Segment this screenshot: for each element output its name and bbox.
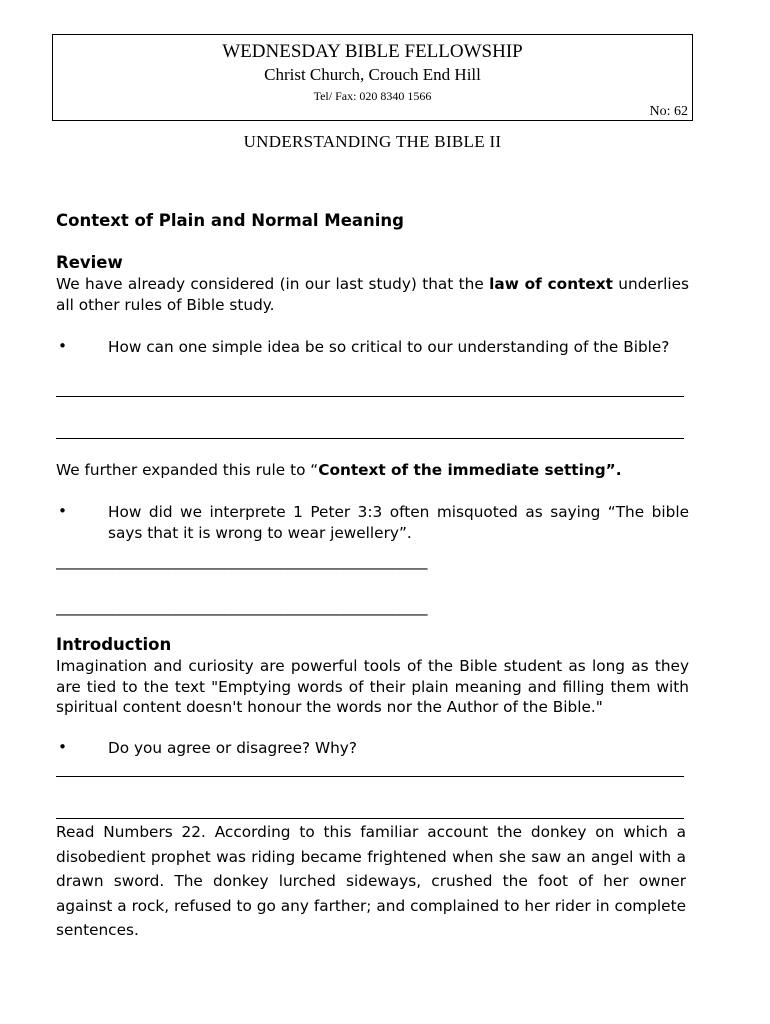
fellowship-title: WEDNESDAY BIBLE FELLOWSHIP xyxy=(222,41,523,62)
document-title: UNDERSTANDING THE BIBLE II xyxy=(243,132,502,151)
expanded-paragraph: We further expanded this rule to “Context of the immediate setting”. xyxy=(56,461,622,479)
bullet-icon: • xyxy=(58,502,68,520)
bullet-icon: • xyxy=(58,337,68,355)
header-box xyxy=(52,34,693,121)
answer-line xyxy=(56,438,684,439)
introduction-question: Do you agree or disagree? Why? xyxy=(108,739,357,757)
introduction-paragraph: Imagination and curiosity are powerful tools of the Bible student as long as they are tied to the text "Emptying words of their plain meaning and filling them with spiritual content doesn't honour the words nor the Author of the Bible." xyxy=(56,657,689,716)
issue-number: No: 62 xyxy=(649,104,688,119)
context-heading: Context of Plain and Normal Meaning xyxy=(56,211,404,230)
answer-line xyxy=(56,776,684,777)
church-name: Christ Church, Crouch End Hill xyxy=(264,65,481,84)
answer-dash-line: _____________________________________________________ xyxy=(56,598,427,616)
answer-line xyxy=(56,818,684,819)
answer-line xyxy=(56,396,684,397)
expanded-question: How did we interprete 1 Peter 3:3 often misquoted as saying “The bible says that it is wrong to wear jewellery”. xyxy=(108,503,689,542)
review-paragraph: We have already considered (in our last study) that the law of context underlies all other rules of Bible study. xyxy=(56,275,689,314)
introduction-heading: Introduction xyxy=(56,635,172,654)
numbers-paragraph: Read Numbers 22. According to this familiar account the donkey on which a disobedient prophet was riding became frightened when she saw an angel with a drawn sword. The donkey lurched sideways, crushed the foot of her owner against a rock, refused to go any farther; and complained to her rider in complete sentences. xyxy=(56,823,686,939)
tel-fax: Tel/ Fax: 020 8340 1566 xyxy=(313,89,432,103)
review-heading: Review xyxy=(56,253,123,272)
bullet-icon: • xyxy=(58,738,68,756)
review-question: How can one simple idea be so critical to our understanding of the Bible? xyxy=(108,338,670,356)
answer-dash-line: _____________________________________________________ xyxy=(56,552,427,570)
